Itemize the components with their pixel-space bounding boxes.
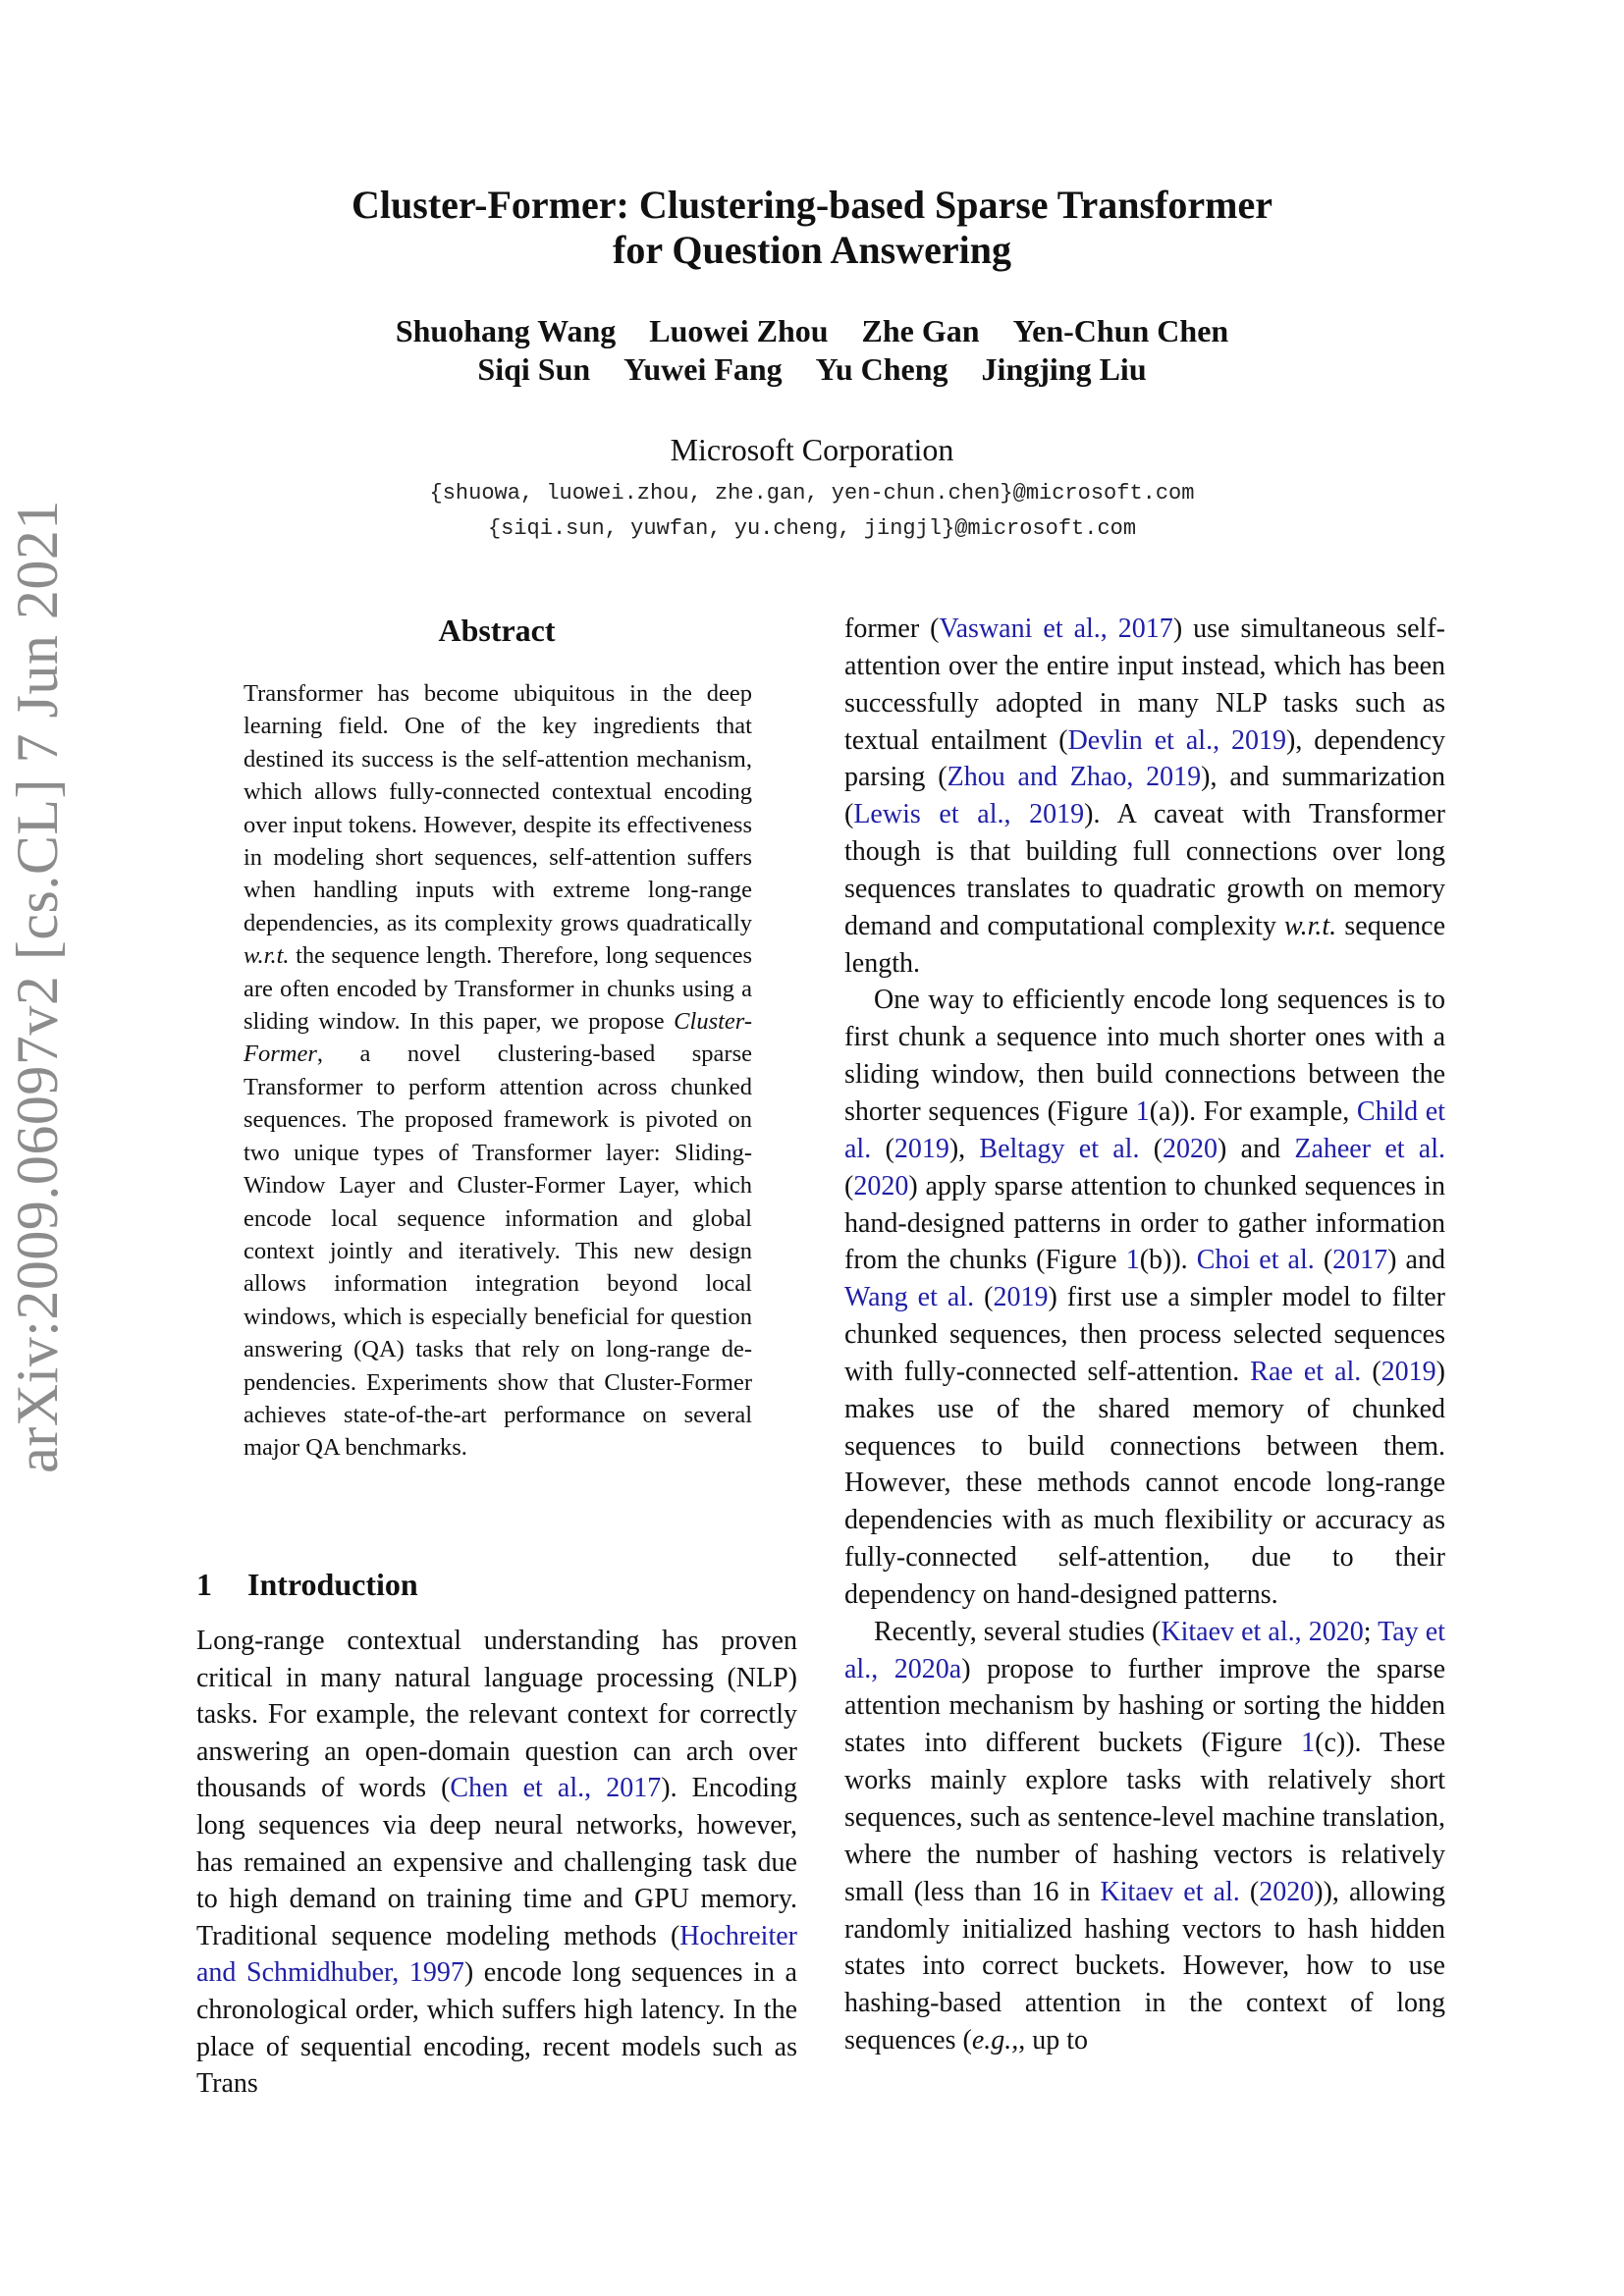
citation-link[interactable]: Zaheer et al. — [1294, 1133, 1445, 1164]
figure-reference-link[interactable]: 1 — [1125, 1245, 1140, 1276]
citation-link[interactable]: Chen et al., 2017 — [450, 1773, 662, 1804]
body-text: ) makes use of the shared memory of chunked sequences to build connections between them. However, these methods cannot encode long-range dependencies with as much flexibility or accuracy as fully-connected self-attention, due to their dependency on hand-designed patterns. — [844, 1356, 1445, 1610]
body-text: (a)). For example, — [1149, 1095, 1357, 1127]
abstract-text-part: the sequence length. Therefore, long sequences are often encoded by Transformer in chunks using a sliding window. In this paper, we propose — [244, 942, 752, 1036]
abstract-text-part: , a novel clustering-based sparse Transformer to perform attention across chunked sequences. The proposed framework is pivoted on two unique types of Transformer layer: Sliding-Window Layer and Cluster-Former Layer, which encode local sequence information and global context jointly and iteratively. This new design allows information integration beyond local windows, which is especially beneficial for question answering (QA) tasks that rely on long-range dependencies. Experiments show that Cluster-Former achieves state-of-the-art performance on several major QA benchmarks. — [244, 1041, 752, 1462]
body-text: One way to efficiently encode long sequences is to first chunk a sequence into much shorter ones with a sliding window, then build connections between the shorter sequences (Figure — [844, 985, 1445, 1127]
citation-link[interactable]: Tay et al., 2020a — [844, 1616, 1445, 1684]
citation-link[interactable]: Wang et al. — [844, 1282, 975, 1313]
citation-link[interactable]: Rae et al. — [1250, 1356, 1362, 1387]
body-text: ( — [844, 1170, 854, 1201]
author-name: Siqi Sun — [477, 351, 591, 387]
citation-link[interactable]: Kitaev et al. — [1100, 1876, 1240, 1907]
body-text: ), dependency parsing ( — [844, 724, 1445, 793]
affiliation: Microsoft Corporation — [670, 432, 954, 467]
author-name: Yuwei Fang — [623, 351, 783, 387]
citation-year-link[interactable]: 2020 — [853, 1170, 909, 1201]
author-name: Jingjing Liu — [981, 351, 1147, 387]
body-text: ), — [948, 1133, 980, 1164]
citation-link[interactable]: Beltagy et al. — [979, 1133, 1140, 1164]
body-text: (c)). These works mainly explore tasks with relatively short sequences, such as sentence-level machine translation, where the number of hashing vectors is relatively small (less than 16 in — [844, 1728, 1445, 1907]
introduction-paragraph-1-continued — [844, 611, 1445, 982]
section-heading-introduction — [196, 1565, 797, 1604]
author-list — [196, 312, 1428, 389]
body-text: ) first use a simpler model to filter chunked sequences, then process selected sequences with fully-connected self-attention. — [844, 1282, 1445, 1387]
author-name: Shuohang Wang — [395, 313, 617, 348]
body-text: ( — [1314, 1245, 1333, 1276]
abstract-model-name: Cluster-Former — [244, 1008, 752, 1068]
citation-link[interactable]: Lewis et al., 2019 — [853, 799, 1085, 830]
citation-year-link[interactable]: 2019 — [993, 1282, 1049, 1313]
citation-year-link[interactable]: 2017 — [1332, 1245, 1388, 1276]
body-text: ( — [1239, 1876, 1260, 1907]
arxiv-identifier-stamp: arXiv:2009.06097v2 [cs.CL] 7 Jun 2021 — [5, 500, 70, 1473]
body-text: Long-range contextual understanding has proven critical in many natural language processing (NLP) tasks. For example, the relevant context for correctly answering an open-domain question can arch over thousands of words ( — [196, 1626, 797, 1804]
citation-year-link[interactable]: 2019 — [893, 1133, 949, 1164]
body-text: ) apply sparse attention to chunked sequences in hand-designed patterns in order to gather information from the chunks (Figure — [844, 1170, 1445, 1276]
body-text: former ( — [844, 614, 940, 644]
citation-link[interactable]: Kitaev et al., 2020 — [1161, 1616, 1364, 1647]
citation-link[interactable]: Hochreiter and Schmidhuber, 1997 — [196, 1920, 797, 1989]
author-name: Yu Cheng — [815, 351, 948, 387]
introduction-paragraph-3 — [844, 1614, 1445, 2059]
paper-title — [196, 183, 1428, 273]
abstract-wrt: w.r.t. — [244, 942, 290, 970]
body-text: ) propose to further improve the sparse attention mechanism by hashing or sorting the hidden states into different buckets (Figure — [844, 1653, 1445, 1759]
body-text: ; — [1363, 1616, 1379, 1647]
email-addresses-line-1: {shuowa, luowei.zhou, zhe.gan, yen-chun.chen}@microsoft.com — [429, 481, 1195, 506]
figure-reference-link[interactable]: 1 — [1135, 1095, 1150, 1127]
title-line-1: Cluster-Former: Clustering-based Sparse Transformer — [352, 183, 1272, 227]
section-title: Introduction — [247, 1567, 418, 1602]
author-name: Luowei Zhou — [649, 313, 829, 348]
figure-reference-link[interactable]: 1 — [1301, 1728, 1316, 1759]
abstract-text-part: Transformer has become ubiquitous in the deep learning field. One of the key ingredients that destined its success is the self-attention mechanism, which allows fully-connected contextual encoding over input tokens. However, despite its effectiveness in modeling short sequences, self-attention suffers when handling inputs with extreme long-range dependencies, as its complexity grows quadratically — [244, 680, 752, 936]
body-text: ). Encoding long sequences via deep neural networks, however, has remained an expensive and challenging task due to high demand on training time and GPU memory. Traditional sequence modeling methods ( — [196, 1773, 797, 1951]
body-text: ) use simultaneous self-attention over the entire input instead, which has been successfully adopted in many NLP tasks such as textual entailment ( — [844, 614, 1445, 756]
author-name: Yen-Chun Chen — [1012, 313, 1229, 348]
body-text: ) and — [1387, 1245, 1445, 1276]
citation-year-link[interactable]: 2019 — [1380, 1356, 1436, 1387]
introduction-paragraph-2 — [844, 982, 1445, 1613]
right-column — [844, 611, 1445, 2059]
introduction-paragraph-1 — [196, 1623, 797, 2103]
body-text: ( — [1361, 1356, 1381, 1387]
body-text: , up to — [1018, 2025, 1089, 2056]
citation-link[interactable]: Child et al. — [844, 1095, 1446, 1164]
citation-link[interactable]: Devlin et al., 2019 — [1067, 724, 1287, 756]
body-text-italic: e.g., — [971, 2025, 1019, 2056]
body-text: ( — [871, 1133, 894, 1164]
body-text: sequence length. — [844, 910, 1445, 979]
body-text: (b)). — [1139, 1245, 1197, 1276]
author-name: Zhe Gan — [861, 313, 980, 348]
email-addresses-line-2: {siqi.sun, yuwfan, yu.cheng, jingjl}@microsoft.com — [487, 516, 1137, 541]
body-text-italic: w.r.t. — [1284, 910, 1337, 941]
body-text: )), allowing randomly initialized hashing vectors to hash hidden states into correct buckets. However, how to use hashing-based attention in the context of long sequences ( — [844, 1876, 1445, 2056]
body-text: ). A caveat with Transformer though is that building full connections over long sequences translates to quadratic growth on memory demand and computational complexity — [844, 799, 1445, 941]
body-text: ( — [1139, 1133, 1164, 1164]
title-line-2: for Question Answering — [613, 228, 1011, 272]
citation-year-link[interactable]: 2020 — [1259, 1876, 1315, 1907]
section-number: 1 — [196, 1567, 212, 1602]
citation-year-link[interactable]: 2020 — [1163, 1133, 1218, 1164]
author-row-1 — [196, 312, 1428, 350]
abstract-heading: Abstract — [438, 613, 556, 648]
author-row-2 — [196, 350, 1428, 389]
body-text: ) encode long sequences in a chronological order, which suffers high latency. In the place of sequential encoding, recent models such as Trans — [196, 1957, 797, 2100]
citation-link[interactable]: Zhou and Zhao, 2019 — [947, 762, 1202, 793]
body-text: ) and — [1218, 1133, 1295, 1164]
citation-link[interactable]: Vaswani et al., 2017 — [939, 614, 1173, 644]
body-text: ), and summarization ( — [844, 762, 1445, 830]
citation-link[interactable]: Choi et al. — [1196, 1245, 1315, 1276]
abstract-text — [244, 677, 752, 1465]
body-text: ( — [974, 1282, 994, 1313]
body-text: Recently, several studies ( — [874, 1616, 1162, 1647]
